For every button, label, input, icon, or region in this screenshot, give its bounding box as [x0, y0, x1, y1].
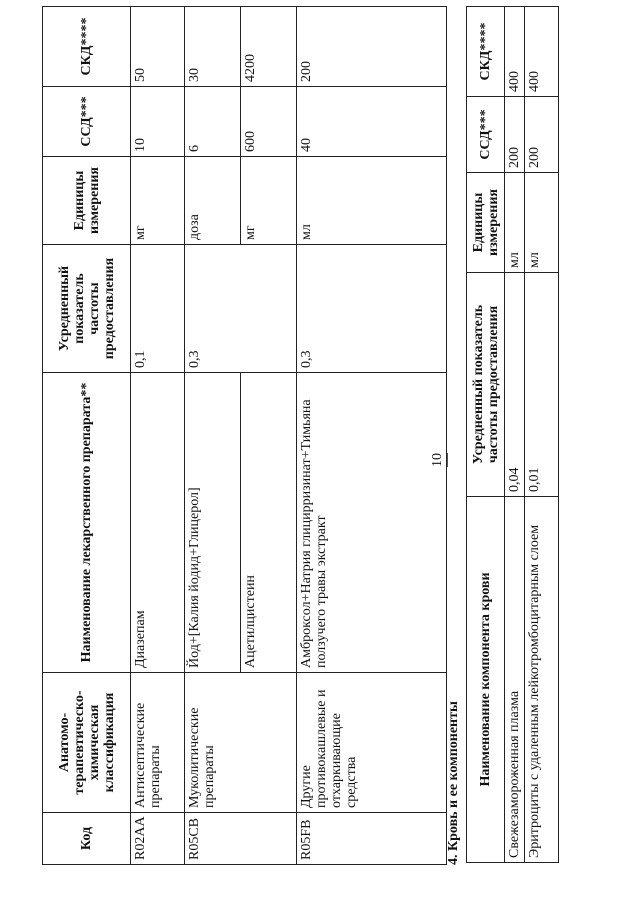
cell-ssd: 10 [131, 87, 185, 157]
col-header-ssd: ССД*** [467, 97, 505, 173]
cell-code: R05FB [297, 813, 447, 865]
cell-drug: Диазепам [131, 373, 185, 673]
table-row [185, 7, 241, 865]
page-number-rule [447, 453, 448, 467]
col-header-freq: Усредненный показатель частоты предоставления [467, 273, 505, 497]
cell-freq: 0,04 [505, 273, 525, 497]
col-header-name: Наименование компонента крови [467, 497, 505, 863]
cell-atc: Другие противокашлевые и отхаркивающие средства [297, 673, 447, 813]
cell-ssd: 40 [297, 87, 447, 157]
cell-skd: 30 [185, 7, 241, 87]
table-row [505, 7, 525, 863]
cell-skd: 400 [505, 7, 525, 97]
table-row [525, 7, 559, 863]
cell-atc: Муколитические препараты [185, 673, 297, 813]
cell-units: мл [505, 173, 525, 273]
cell-drug: Йод+[Калия йодид+Глицерол] [185, 373, 241, 673]
cell-units: мг [241, 157, 297, 245]
cell-units: мл [297, 157, 447, 245]
cell-drug: Ацетилцистеин [241, 373, 297, 673]
cell-units: мл [525, 173, 559, 273]
cell-code: R02AA [131, 813, 185, 865]
blood-components-table [466, 6, 559, 863]
cell-freq: 0,1 [131, 245, 185, 373]
col-header-code: Код [43, 813, 131, 865]
cell-units: мг [131, 157, 185, 245]
cell-skd: 4200 [241, 7, 297, 87]
page-number: 10 [430, 453, 445, 467]
cell-ssd: 6 [185, 87, 241, 157]
section-title: 4. Кровь и ее компоненты [446, 701, 461, 865]
drug-table [42, 6, 447, 865]
col-header-atc: Анатомо-терапевтическо-химическая классификация [43, 673, 131, 813]
drug-table-header [43, 7, 131, 865]
cell-freq: 0,01 [525, 273, 559, 497]
col-header-drug: Наименование лекарственного препарата** [43, 373, 131, 673]
col-header-units: Единицы измерения [467, 173, 505, 273]
cell-ssd: 600 [241, 87, 297, 157]
col-header-units: Единицы измерения [43, 157, 131, 245]
cell-skd: 200 [297, 7, 447, 87]
table-row [131, 7, 185, 865]
cell-units: доза [185, 157, 241, 245]
cell-name: Свежезамороженная плазма [505, 497, 525, 863]
blood-table-header [467, 7, 505, 863]
cell-name: Эритроциты с удаленным лейкотромбоцитарным слоем [525, 497, 559, 863]
cell-skd: 400 [525, 7, 559, 97]
col-header-freq: Усредненный показатель частоты предоставления [43, 245, 131, 373]
cell-code: R05CB [185, 813, 297, 865]
col-header-skd: СКД**** [43, 7, 131, 87]
cell-drug: Амброксол+Натрия глицирризинат+Тимьяна ползучего травы экстракт [297, 373, 447, 673]
cell-ssd: 200 [525, 97, 559, 173]
cell-skd: 50 [131, 7, 185, 87]
col-header-ssd: ССД*** [43, 87, 131, 157]
col-header-skd: СКД**** [467, 7, 505, 97]
table-row [297, 7, 447, 865]
cell-atc: Антисептические препараты [131, 673, 185, 813]
cell-ssd: 200 [505, 97, 525, 173]
cell-freq: 0,3 [297, 245, 447, 373]
cell-freq: 0,3 [185, 245, 297, 373]
